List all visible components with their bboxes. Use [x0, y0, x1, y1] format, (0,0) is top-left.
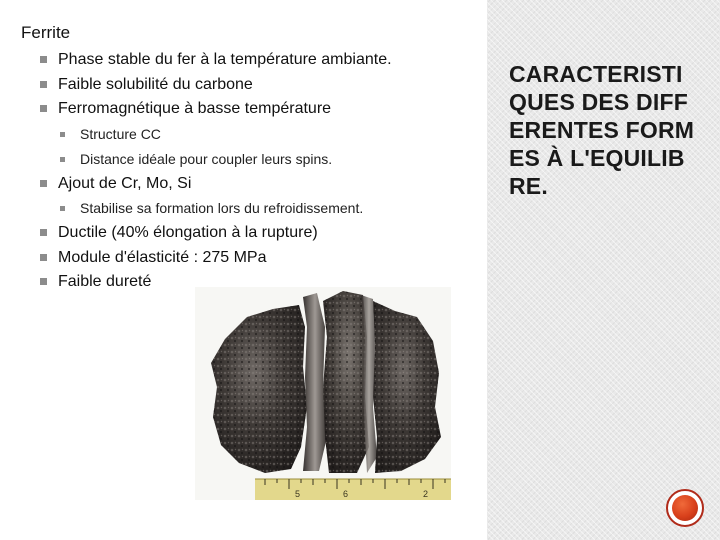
- ruler-label: 2: [423, 489, 429, 499]
- sub-bullet-item: Structure CC: [40, 122, 392, 147]
- sub-bullet-item: Stabilise sa formation lors du refroidissement.: [40, 196, 392, 221]
- red-circle-icon: [672, 495, 698, 521]
- side-panel: [487, 0, 720, 540]
- ruler-label: 6: [343, 489, 349, 499]
- bullet-item: Ductile (40% élongation à la rupture): [40, 221, 392, 246]
- bullet-item: Phase stable du fer à la température ambiante.: [40, 48, 392, 73]
- ferrite-sample-photo: [195, 287, 451, 500]
- slide-heading: Ferrite: [21, 23, 71, 42]
- ferrite-sample-image: [195, 287, 451, 500]
- bullet-item: Faible solubilité du carbone: [40, 73, 392, 98]
- slide-title: CARACTERISTIQUES DES DIFFERENTES FORMES À L'EQUILIBRE.: [509, 61, 695, 199]
- bullet-item: Ferromagnétique à basse température: [40, 97, 392, 122]
- sub-bullet-item: Distance idéale pour coupler leurs spins.: [40, 147, 392, 172]
- bullet-item: Module d'élasticité : 275 MPa: [40, 246, 392, 271]
- ruler: [255, 479, 451, 500]
- sample-cut-face-1: [303, 293, 327, 471]
- bullet-item: Faible dureté: [40, 270, 392, 295]
- nav-button[interactable]: [666, 489, 704, 527]
- bullet-list: [40, 48, 392, 295]
- bullet-item: Ajout de Cr, Mo, Si: [40, 172, 392, 197]
- ruler-label: 5: [295, 489, 301, 499]
